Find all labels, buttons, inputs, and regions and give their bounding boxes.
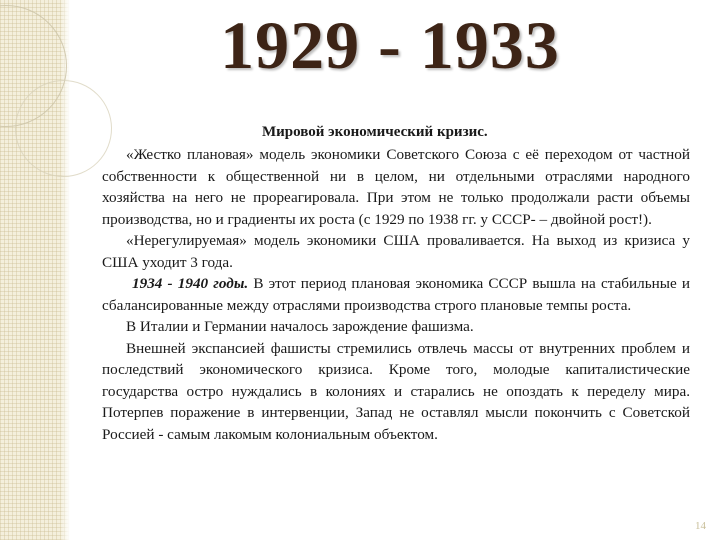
slide-title: 1929 - 1933 <box>220 7 560 83</box>
paragraph-period <box>102 273 690 316</box>
page-number: 14 <box>695 520 706 532</box>
paragraph: Внешней экспансией фашисты стремились отвлечь массы от внутренних проблем и последствий экономического кризиса. Кроме того, молодые капиталистические государства остро нуждались в колониях и старались не опоздать к переделу мира. Потерпев поражение в интервенции, Запад не оставлял мысли покончить с Советской Россией - самым лакомым колониальным объектом. <box>102 339 690 443</box>
period-lead: 1934 - 1940 годы. <box>132 275 249 292</box>
period-text: В этот период плановая экономика СССР вышла на стабильные и сбалансированные между отраслями производства строго плановые темпы роста. <box>102 275 690 314</box>
paragraph: «Нерегулируемая» модель экономики США проваливается. На выход из кризиса у США уходит 3 года. <box>102 232 690 271</box>
decorative-circle <box>15 80 112 177</box>
paragraph: «Жестко плановая» модель экономики Советского Союза с её переходом от частной собственности к общественной ни в целом, ни отдельными отраслями народного хозяйства на него не прореагировала. При этом не только продолжали расти объемы производства, но и градиенты их роста (с 1929 по 1938 гг. у СССР- – двойной рост!). <box>102 146 690 228</box>
paragraph: В Италии и Германии началось зарождение фашизма. <box>126 318 474 335</box>
body-text <box>102 144 690 445</box>
section-heading: Мировой экономический кризис. <box>262 124 488 140</box>
